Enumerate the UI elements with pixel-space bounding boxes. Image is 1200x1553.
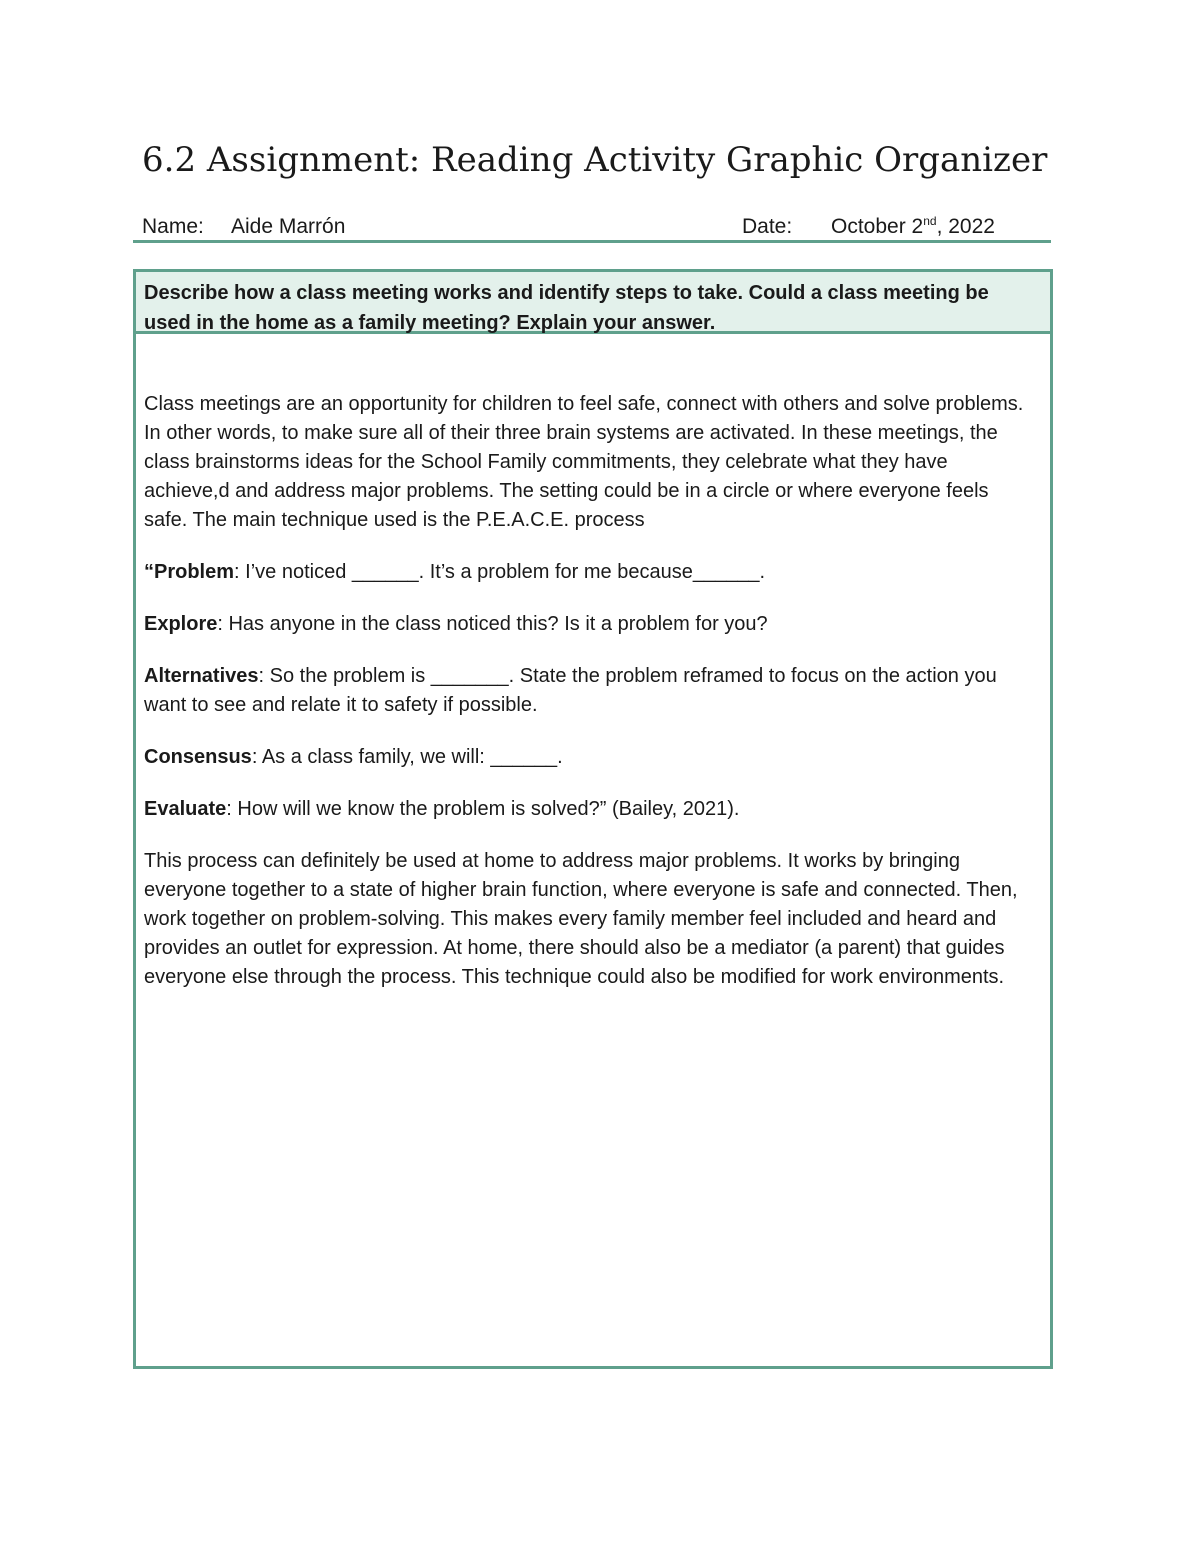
step-problem	[144, 558, 1036, 587]
date-suffix: , 2022	[936, 215, 995, 238]
header-info-row	[133, 212, 1051, 243]
graphic-organizer-table	[133, 269, 1053, 1369]
date-value	[831, 215, 995, 239]
step-text: : I’ve noticed ______. It’s a problem for me because______.	[234, 561, 766, 583]
date-label: Date:	[742, 215, 793, 238]
answer-cell	[136, 334, 1050, 992]
conclusion-paragraph: This process can definitely be used at home to address major problems. It works by bringing everyone together to a state of higher brain function, where everyone is safe and connected. Then, work together on problem-solving. This makes every family member feel included and heard and provides an outlet for expression. At home, there should also be a mediator (a parent) that guides everyone else through the process. This technique could also be modified for work environments.	[144, 850, 1018, 988]
prompt-cell	[136, 272, 1050, 334]
step-text: : Has anyone in the class noticed this? Is it a problem for you?	[217, 613, 768, 635]
step-term: Explore	[144, 613, 218, 635]
step-text: : As a class family, we will: ______.	[251, 746, 563, 768]
date-superscript: nd	[923, 214, 937, 228]
page-title: 6.2 Assignment: Reading Activity Graphic Organizer	[142, 140, 1048, 180]
prompt-text: Describe how a class meeting works and identify steps to take. Could a class meeting be used in the home as a family meeting? Explain your answer.	[144, 282, 989, 334]
date-prefix: October 2	[831, 215, 924, 238]
step-term: Evaluate	[144, 798, 227, 820]
name-label: Name:	[142, 215, 204, 238]
step-explore	[144, 610, 1036, 639]
step-term: Consensus	[144, 746, 252, 768]
step-term: Alternatives	[144, 665, 259, 687]
step-consensus	[144, 743, 1036, 772]
step-text: : So the problem is _______. State the problem reframed to focus on the action you want to see and relate it to safety if possible.	[144, 665, 997, 716]
step-text: : How will we know the problem is solved?” (Bailey, 2021).	[226, 798, 740, 820]
step-evaluate	[144, 795, 1036, 824]
step-alternatives	[144, 662, 1036, 720]
step-term: “Problem	[144, 561, 235, 583]
name-value: Aide Marrón	[231, 215, 346, 238]
intro-paragraph: Class meetings are an opportunity for children to feel safe, connect with others and solve problems. In other words, to make sure all of their three brain systems are activated. In these meetings, the class brainstorms ideas for the School Family commitments, they celebrate what they have achieve,d and address major problems. The setting could be in a circle or where everyone feels safe. The main technique used is the P.E.A.C.E. process	[144, 393, 1024, 531]
